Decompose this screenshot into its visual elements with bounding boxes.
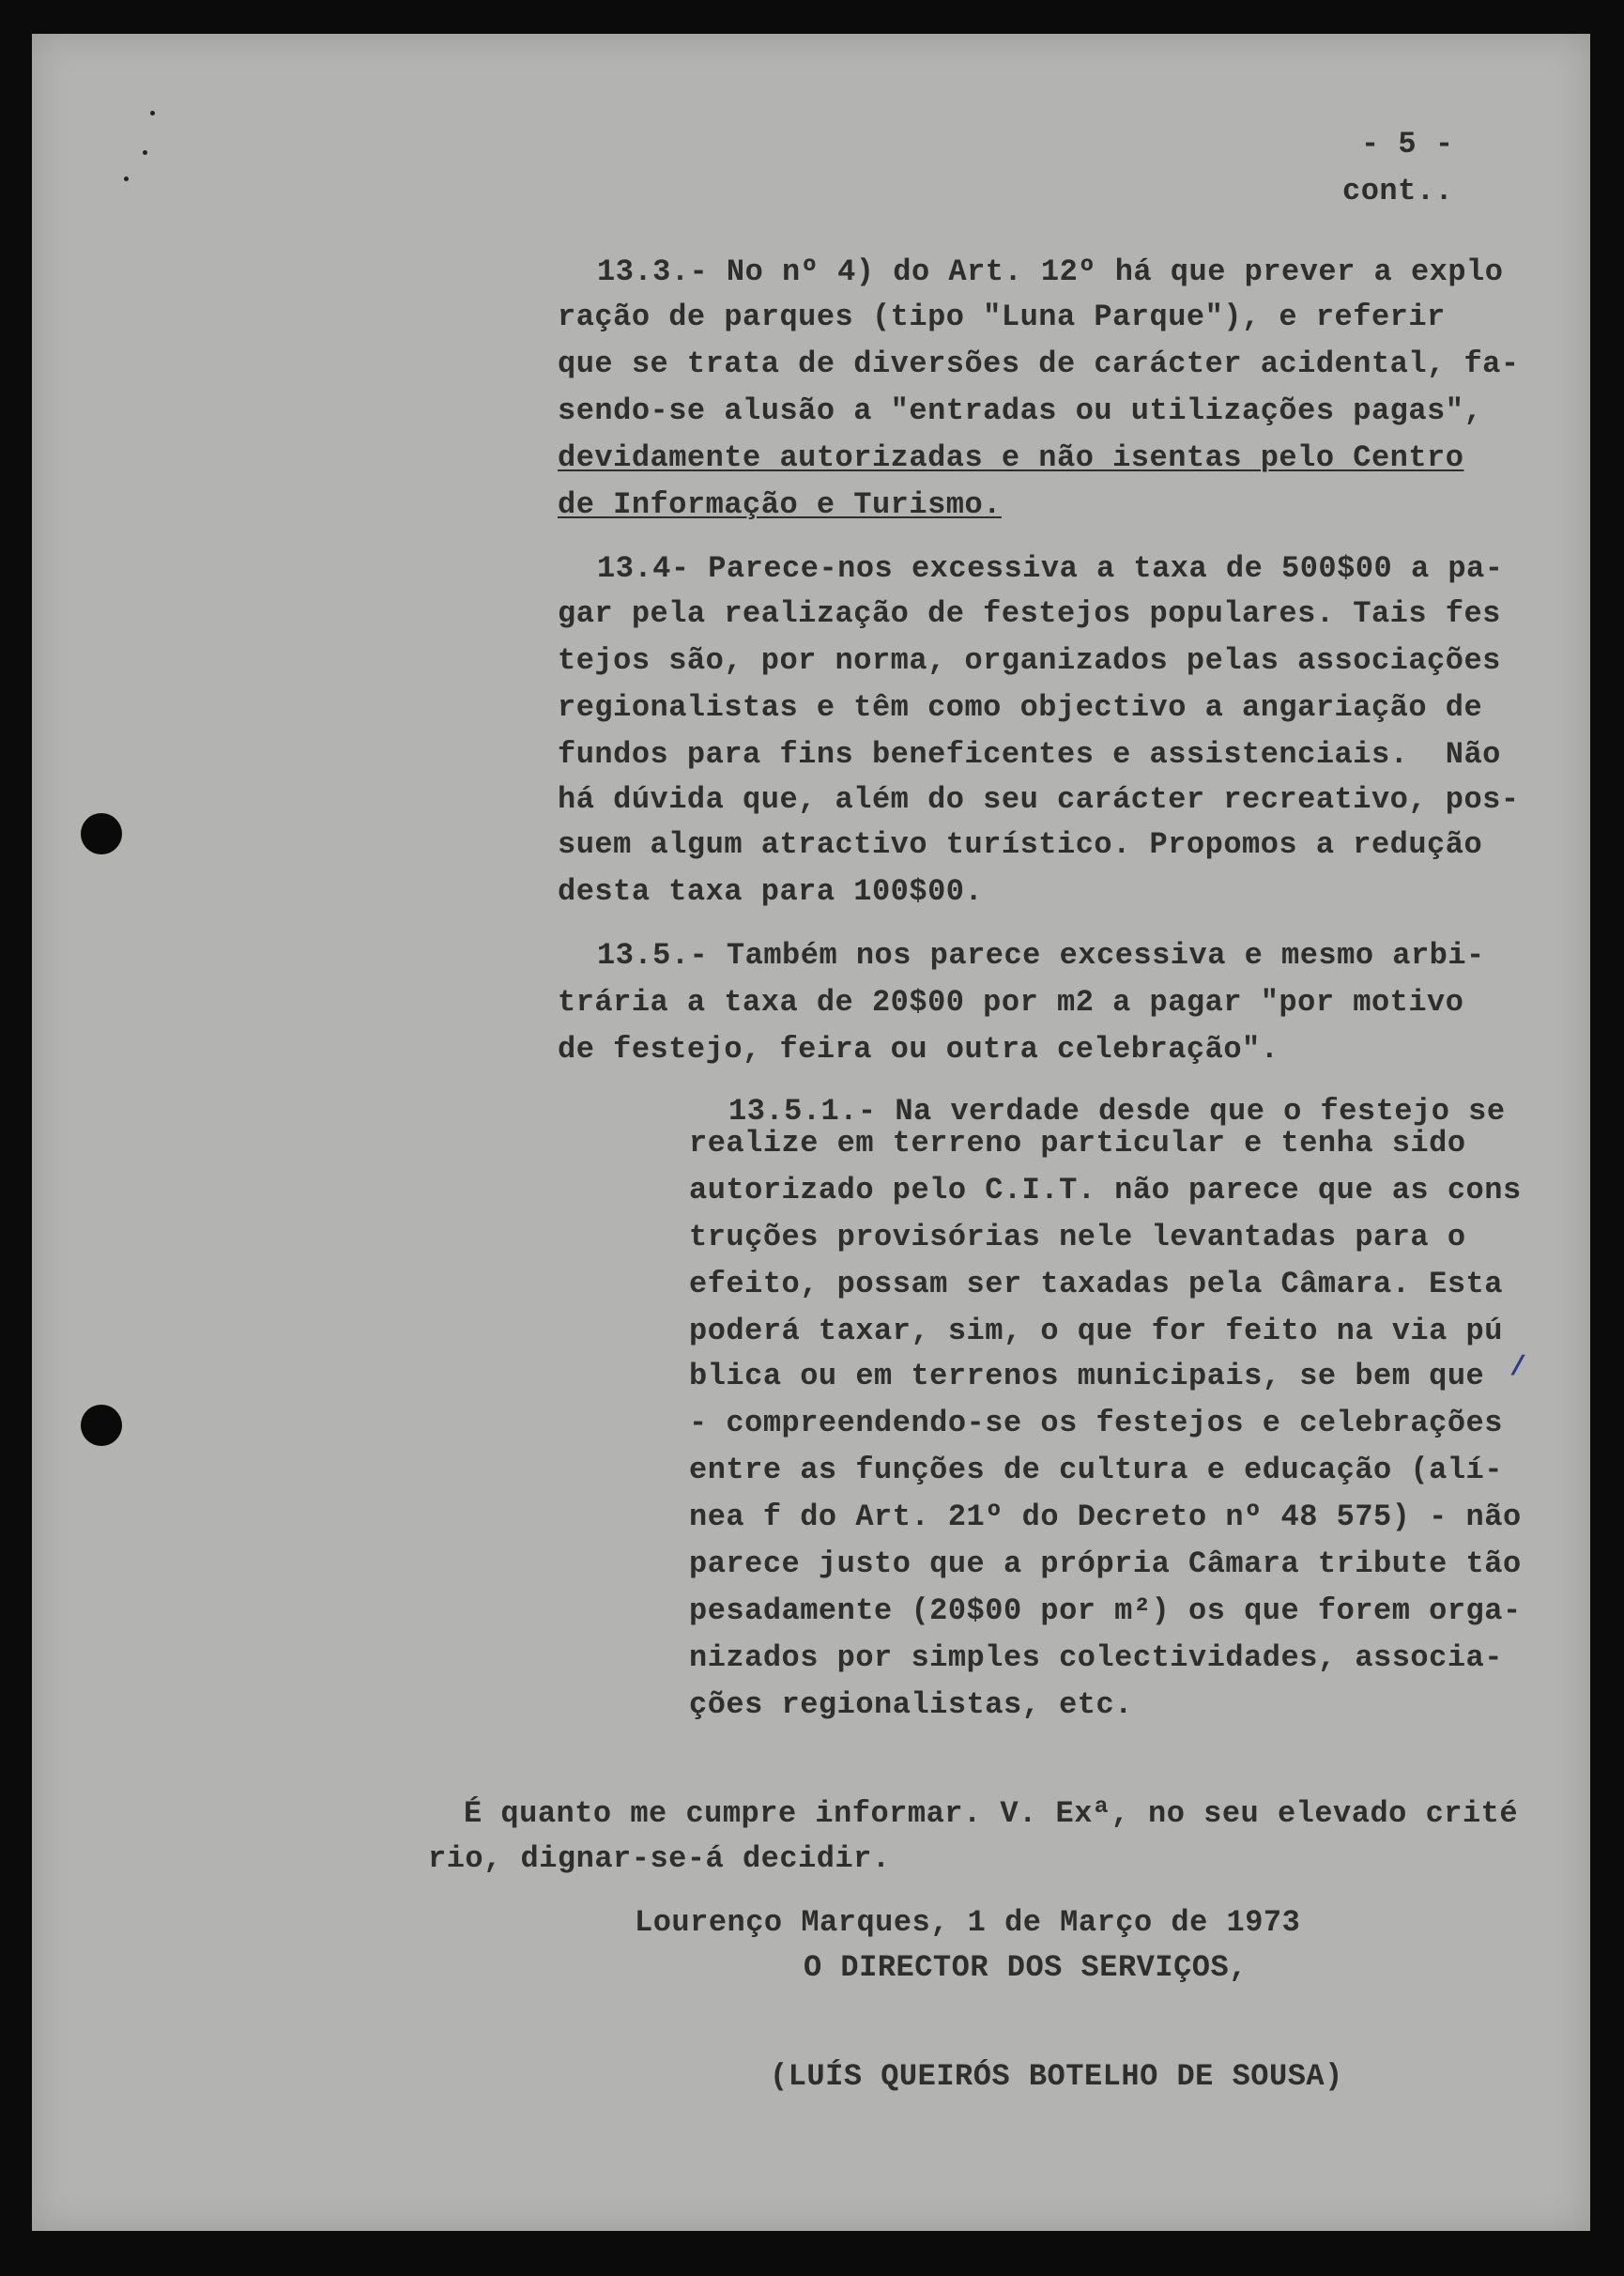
continuation-mark: cont.. bbox=[1342, 174, 1454, 208]
para-13-5-1-line: nizados por simples colectividades, associa- bbox=[689, 1640, 1503, 1675]
signatory-role: O DIRECTOR DOS SERVIÇOS, bbox=[804, 1950, 1248, 1985]
para-13-4-line: tejos são, por norma, organizados pelas associações bbox=[558, 643, 1501, 678]
para-13-5-1-line: 13.5.1.- Na verdade desde que o festejo se bbox=[728, 1094, 1506, 1129]
para-13-5-1-line: - compreendendo-se os festejos e celebrações bbox=[689, 1406, 1503, 1440]
para-13-5-1-line: entre as funções de cultura e educação (alí- bbox=[689, 1453, 1503, 1487]
para-13-3-line: de Informação e Turismo. bbox=[558, 487, 1002, 522]
para-13-5-1-line: poderá taxar, sim, o que for feito na via pú bbox=[689, 1314, 1503, 1348]
page-number: - 5 - bbox=[1361, 127, 1454, 161]
para-13-4-line: desta taxa para 100$00. bbox=[558, 874, 984, 909]
para-13-5-1-line: efeito, possam ser taxadas pela Câmara. Esta bbox=[689, 1267, 1503, 1301]
para-13-5-1-line: ções regionalistas, etc. bbox=[689, 1687, 1133, 1722]
punch-hole-bottom bbox=[81, 1405, 122, 1446]
para-13-5-1-line: autorizado pelo C.I.T. não parece que as cons bbox=[689, 1173, 1522, 1207]
para-13-3-line: sendo-se alusão a "entradas ou utilizações pagas", bbox=[558, 393, 1483, 428]
place-date: Lourenço Marques, 1 de Março de 1973 bbox=[635, 1905, 1301, 1940]
para-13-5-1-line: pesadamente (20$00 por m²) os que forem orga- bbox=[689, 1593, 1522, 1628]
para-13-4-line: regionalistas e têm como objectivo a angariação de bbox=[558, 690, 1483, 725]
para-13-5-1-line: parece justo que a própria Câmara tribute tão bbox=[689, 1546, 1522, 1581]
para-13-3-line: devidamente autorizadas e não isentas pelo Centro bbox=[558, 440, 1464, 475]
closing-line: rio, dignar-se-á decidir. bbox=[428, 1841, 891, 1876]
pen-tick-mark: / bbox=[1509, 1352, 1527, 1384]
paper-speck bbox=[150, 111, 155, 115]
para-13-5-line: de festejo, feira ou outra celebração". bbox=[558, 1032, 1279, 1067]
closing-line: É quanto me cumpre informar. V. Exª, no seu elevado crité bbox=[464, 1796, 1519, 1831]
para-13-3-line: ração de parques (tipo "Luna Parque"), e referir bbox=[558, 300, 1446, 334]
para-13-3-line: 13.3.- No nº 4) do Art. 12º há que prever a explo bbox=[597, 254, 1504, 289]
para-13-5-line: 13.5.- Também nos parece excessiva e mesmo arbi- bbox=[597, 938, 1485, 973]
signatory-name: (LUÍS QUEIRÓS BOTELHO DE SOUSA) bbox=[770, 2059, 1343, 2094]
para-13-5-1-line: realize em terreno particular e tenha sido bbox=[689, 1126, 1466, 1161]
para-13-5-1-line: truções provisórias nele levantadas para o bbox=[689, 1220, 1466, 1254]
para-13-4-line: suem algum atractivo turístico. Propomos a redução bbox=[558, 827, 1483, 862]
para-13-4-line: gar pela realização de festejos populares. Tais fes bbox=[558, 596, 1501, 631]
paper-speck bbox=[143, 150, 147, 155]
para-13-5-1-line: blica ou em terrenos municipais, se bem que bbox=[689, 1359, 1485, 1393]
para-13-5-1-line: nea f do Art. 21º do Decreto nº 48 575) - não bbox=[689, 1499, 1522, 1534]
para-13-4-line: há dúvida que, além do seu carácter recreativo, pos- bbox=[558, 782, 1520, 817]
para-13-5-line: trária a taxa de 20$00 por m2 a pagar "por motivo bbox=[558, 985, 1464, 1020]
punch-hole-top bbox=[81, 813, 122, 854]
para-13-4-line: 13.4- Parece-nos excessiva a taxa de 500$00 a pa- bbox=[597, 551, 1504, 586]
para-13-4-line: fundos para fins beneficentes e assistenciais. Não bbox=[558, 737, 1501, 772]
paper-speck bbox=[124, 177, 129, 181]
para-13-3-line: que se trata de diversões de carácter acidental, fa- bbox=[558, 346, 1520, 381]
